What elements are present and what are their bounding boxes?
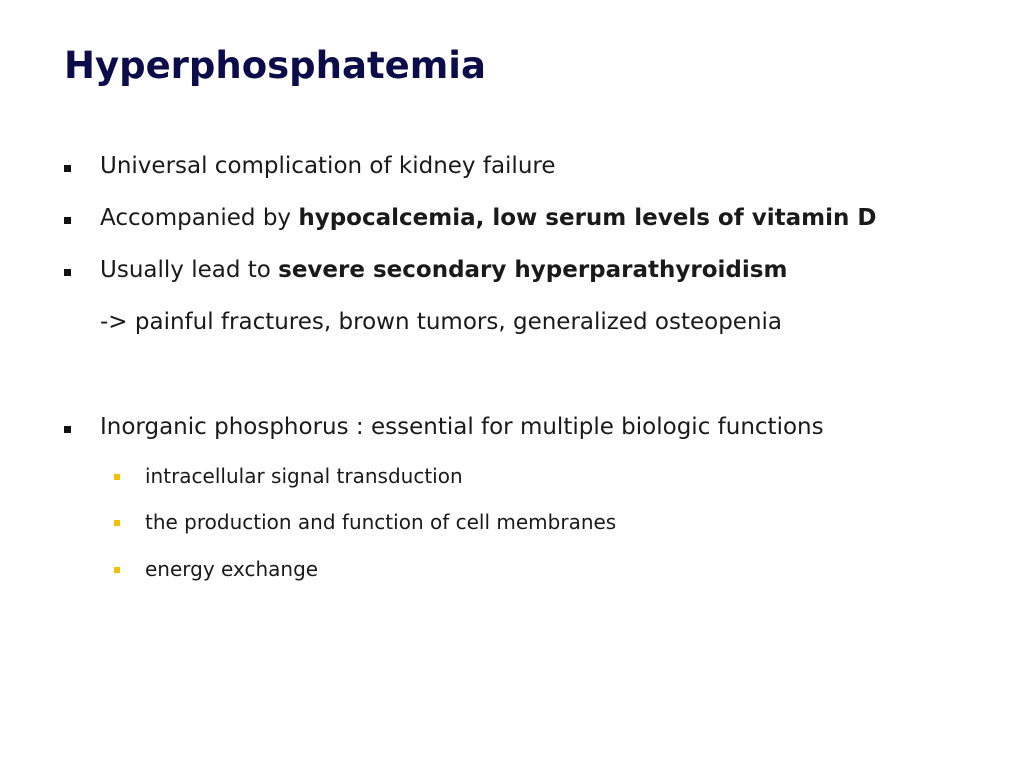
bullet-text-emphasis: severe secondary hyperparathyroidism xyxy=(278,257,788,283)
sub-bullet-text: intracellular signal transduction xyxy=(145,464,463,488)
bullet-text-emphasis: hypocalcemia, low serum levels of vitamin D xyxy=(298,205,877,231)
square-bullet-icon xyxy=(64,269,71,276)
square-bullet-icon xyxy=(64,217,71,224)
bullet-text-prefix: Accompanied by xyxy=(100,205,299,231)
sub-bullet-text: energy exchange xyxy=(145,557,319,581)
yellow-square-bullet-icon xyxy=(114,567,120,573)
bullet-text: Universal complication of kidney failure xyxy=(100,153,556,179)
bullet-text xyxy=(100,257,787,283)
yellow-square-bullet-icon xyxy=(114,520,120,526)
square-bullet-icon xyxy=(64,165,71,172)
continuation-text: -> painful fractures, brown tumors, generalized osteopenia xyxy=(100,309,783,335)
slide-title: Hyperphosphatemia xyxy=(64,44,486,87)
yellow-square-bullet-icon xyxy=(114,474,120,480)
sub-bullet-text: the production and function of cell membranes xyxy=(145,510,617,534)
bullet-text-prefix: Usually lead to xyxy=(100,257,279,283)
square-bullet-icon xyxy=(64,426,71,433)
bullet-text: Inorganic phosphorus : essential for multiple biologic functions xyxy=(100,414,824,440)
bullet-text xyxy=(100,205,876,231)
